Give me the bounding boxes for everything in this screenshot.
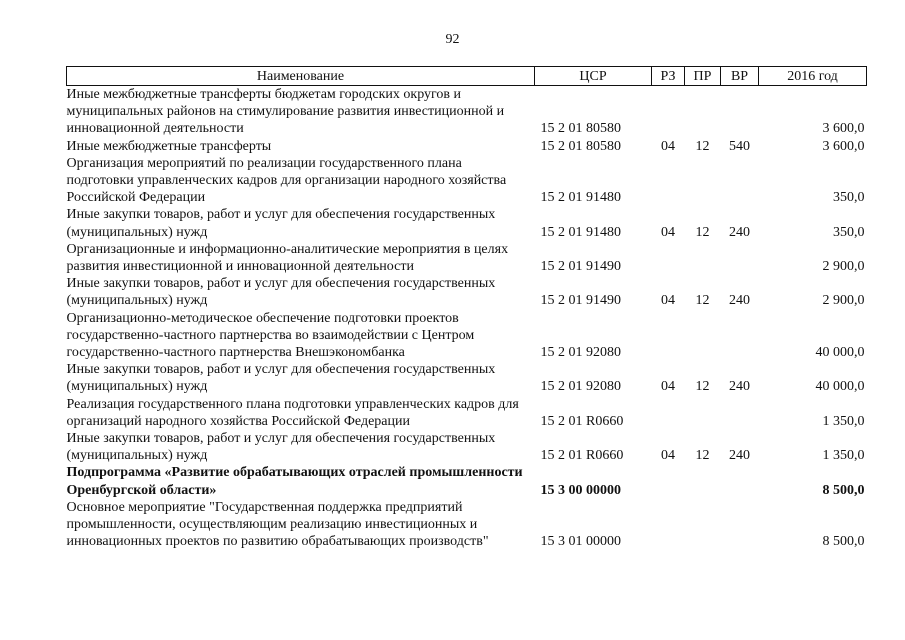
row-pr	[685, 155, 721, 207]
row-amount: 350,0	[833, 190, 865, 206]
row-name: Основное мероприятие "Государственная поддержка предприятий промышленности, осуществляющим реализацию инвестиционных и инновационных проектов по развитию обрабатывающих производств"	[66, 499, 489, 550]
page-number: 92	[445, 32, 460, 47]
table-row	[67, 275, 867, 309]
table-row	[67, 361, 867, 395]
row-vr	[721, 310, 759, 362]
row-name: Иные закупки товаров, работ и услуг для обеспечения государственных (муниципальных) нужд	[66, 207, 496, 240]
row-rz	[652, 396, 685, 430]
row-pr	[685, 464, 721, 498]
row-pr	[685, 499, 721, 551]
row-pr: 12	[695, 293, 710, 309]
row-name: Иные межбюджетные трансферты	[66, 138, 272, 154]
table-row	[67, 241, 867, 275]
row-pr	[685, 86, 721, 138]
row-amount: 40 000,0	[815, 345, 865, 361]
row-amount: 8 500,0	[822, 482, 865, 498]
row-pr: 12	[695, 448, 710, 464]
row-amount: 2 900,0	[822, 259, 865, 275]
row-rz	[652, 86, 685, 138]
table-body	[67, 86, 867, 551]
row-pr	[685, 241, 721, 275]
row-vr: 240	[729, 448, 750, 464]
header-csr: ЦСР	[535, 67, 652, 86]
row-csr: 15 2 01 91490	[540, 293, 621, 309]
header-name: Наименование	[67, 67, 535, 86]
row-rz: 04	[661, 379, 675, 395]
row-csr: 15 2 01 92080	[540, 379, 621, 395]
row-csr: 15 2 01 80580	[540, 138, 621, 154]
table-row-subprogram	[67, 464, 867, 498]
row-csr: 15 3 00 00000	[540, 482, 621, 498]
table-row	[67, 86, 867, 138]
header-rz: РЗ	[652, 67, 685, 86]
row-rz: 04	[661, 293, 675, 309]
row-pr: 12	[695, 379, 710, 395]
row-name: Иные закупки товаров, работ и услуг для обеспечения государственных (муниципальных) нужд	[66, 362, 496, 395]
row-pr: 12	[695, 138, 710, 154]
row-rz: 04	[661, 138, 675, 154]
row-amount: 350,0	[833, 224, 865, 240]
row-name: Иные межбюджетные трансферты бюджетам городских округов и муниципальных районов на стимулирование развития инвестиционной и инновационной деятельности	[66, 87, 505, 137]
table-row	[67, 430, 867, 464]
row-name: Организационно-методическое обеспечение подготовки проектов государственно-частного партнерства во взаимодействии с Центром государственно-частного партнерства Внешэкономбанка	[66, 310, 475, 361]
row-csr: 15 2 01 R0660	[540, 448, 624, 464]
row-rz	[652, 241, 685, 275]
row-csr: 15 3 01 00000	[540, 534, 621, 550]
header-pr: ПР	[685, 67, 721, 86]
row-rz	[652, 310, 685, 362]
table-row	[67, 155, 867, 207]
row-vr: 540	[729, 138, 750, 154]
row-vr	[721, 86, 759, 138]
header-year: 2016 год	[759, 67, 867, 86]
row-amount: 3 600,0	[822, 121, 865, 137]
row-csr: 15 2 01 91490	[540, 259, 621, 275]
row-rz	[652, 499, 685, 551]
row-csr: 15 2 01 92080	[540, 345, 621, 361]
row-name: Иные закупки товаров, работ и услуг для обеспечения государственных (муниципальных) нужд	[66, 276, 496, 309]
row-csr: 15 2 01 80580	[540, 121, 621, 137]
row-rz: 04	[661, 224, 675, 240]
row-rz	[652, 464, 685, 498]
row-pr	[685, 310, 721, 362]
table-header	[67, 67, 867, 86]
table-row	[67, 396, 867, 430]
table-row	[67, 206, 867, 240]
row-rz: 04	[661, 448, 675, 464]
row-amount: 40 000,0	[815, 379, 865, 395]
header-row	[67, 67, 867, 86]
row-amount: 8 500,0	[822, 534, 865, 550]
row-vr	[721, 155, 759, 207]
row-pr: 12	[695, 224, 710, 240]
row-csr: 15 2 01 91480	[540, 224, 621, 240]
table-row	[67, 310, 867, 362]
row-name: Иные закупки товаров, работ и услуг для обеспечения государственных (муниципальных) нужд	[66, 431, 496, 464]
row-amount: 1 350,0	[822, 448, 865, 464]
budget-table	[66, 66, 867, 550]
table-row	[67, 499, 867, 551]
row-amount: 3 600,0	[822, 138, 865, 154]
row-vr: 240	[729, 379, 750, 395]
row-vr	[721, 464, 759, 498]
table-row	[67, 138, 867, 155]
row-vr	[721, 241, 759, 275]
row-vr: 240	[729, 293, 750, 309]
row-name: Подпрограмма «Развитие обрабатывающих отраслей промышленности Оренбургской области»	[66, 465, 523, 498]
row-vr: 240	[729, 224, 750, 240]
row-csr: 15 2 01 R0660	[540, 413, 624, 429]
row-amount: 2 900,0	[822, 293, 865, 309]
row-csr: 15 2 01 91480	[540, 190, 621, 206]
row-name: Организационные и информационно-аналитические мероприятия в целях развития инвестиционной и инновационной деятельности	[66, 241, 509, 275]
row-name: Организация мероприятий по реализации государственного плана подготовки управленческих кадров для организации народного хозяйства Российской Федерации	[66, 155, 507, 206]
row-pr	[685, 396, 721, 430]
header-vr: ВР	[721, 67, 759, 86]
row-vr	[721, 396, 759, 430]
row-amount: 1 350,0	[822, 413, 865, 429]
row-vr	[721, 499, 759, 551]
row-name: Реализация государственного плана подготовки управленческих кадров для организаций народного хозяйства Российской Федерации	[66, 396, 519, 429]
row-rz	[652, 155, 685, 207]
